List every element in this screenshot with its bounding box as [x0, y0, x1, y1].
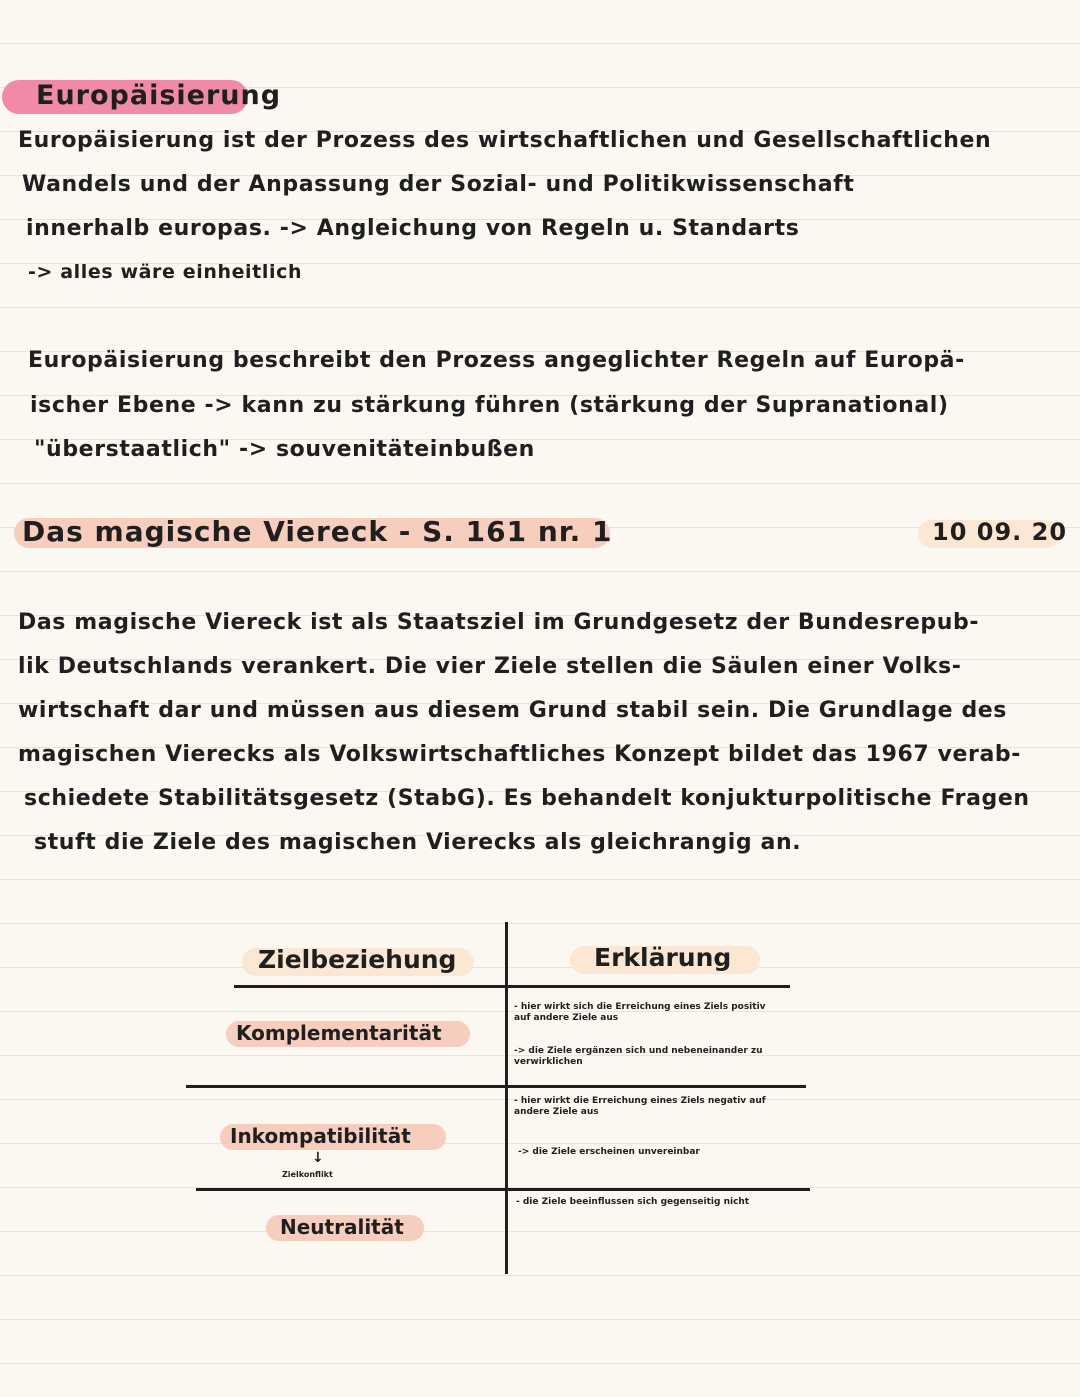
paragraph-line: -> alles wäre einheitlich — [28, 261, 303, 283]
paragraph-line: Wandels und der Anpassung der Sozial- und Politikwissenschaft — [22, 172, 855, 197]
row-explanation: - hier wirkt sich die Erreichung eines Ziels positiv auf andere Ziele aus — [514, 1002, 766, 1023]
table-vertical-divider — [505, 922, 508, 1274]
row-label-neutralitaet: Neutralität — [280, 1215, 404, 1239]
row-explanation: -> die Ziele ergänzen sich und nebeneinander zu verwirklichen — [514, 1046, 763, 1067]
table-row-rule — [196, 1188, 810, 1191]
paragraph-line: "überstaatlich" -> souvenitäteinbußen — [34, 437, 535, 462]
row-label-inkompatibilitaet: Inkompatibilität — [230, 1124, 411, 1148]
col-header-erklaerung: Erklärung — [594, 943, 732, 972]
section-heading-europaeisierung: Europäisierung — [36, 80, 282, 111]
date-label: 10 09. 20 — [932, 518, 1068, 546]
row-label-komplementaritaet: Komplementarität — [236, 1021, 442, 1045]
paragraph-line: stuft die Ziele des magischen Vierecks als gleichrangig an. — [34, 830, 802, 855]
row-explanation: - hier wirkt die Erreichung eines Ziels negativ auf andere Ziele aus — [514, 1096, 766, 1117]
paragraph-line: Europäisierung ist der Prozess des wirtschaftlichen und Gesellschaftlichen — [18, 128, 992, 153]
paragraph-line: magischen Vierecks als Volkswirtschaftliches Konzept bildet das 1967 verab- — [18, 742, 1021, 767]
paragraph-line: innerhalb europas. -> Angleichung von Regeln u. Standarts — [26, 216, 800, 241]
table-row-rule — [186, 1085, 806, 1088]
arrow-down-icon: ↓ — [312, 1150, 324, 1166]
col-header-zielbeziehung: Zielbeziehung — [258, 945, 457, 974]
paragraph-line: Europäisierung beschreibt den Prozess angeglichter Regeln auf Europä- — [28, 348, 965, 373]
paragraph-line: wirtschaft dar und müssen aus diesem Grund stabil sein. Die Grundlage des — [18, 698, 1008, 723]
row-explanation: - die Ziele beeinflussen sich gegenseitig nicht — [516, 1197, 750, 1207]
section-heading-magisches-viereck: Das magische Viereck - S. 161 nr. 1 — [22, 515, 613, 548]
paragraph-line: ischer Ebene -> kann zu stärkung führen (stärkung der Supranational) — [30, 393, 949, 418]
paragraph-line: lik Deutschlands verankert. Die vier Ziele stellen die Säulen einer Volks- — [18, 654, 962, 679]
row-sublabel-zielkonflikt: Zielkonflikt — [282, 1170, 333, 1179]
paragraph-line: Das magische Viereck ist als Staatsziel im Grundgesetz der Bundesrepub- — [18, 610, 980, 635]
paragraph-line: schiedete Stabilitätsgesetz (StabG). Es behandelt konjukturpolitische Fragen — [24, 786, 1030, 811]
row-explanation: -> die Ziele erscheinen unvereinbar — [518, 1147, 700, 1157]
table-header-rule — [234, 985, 790, 988]
